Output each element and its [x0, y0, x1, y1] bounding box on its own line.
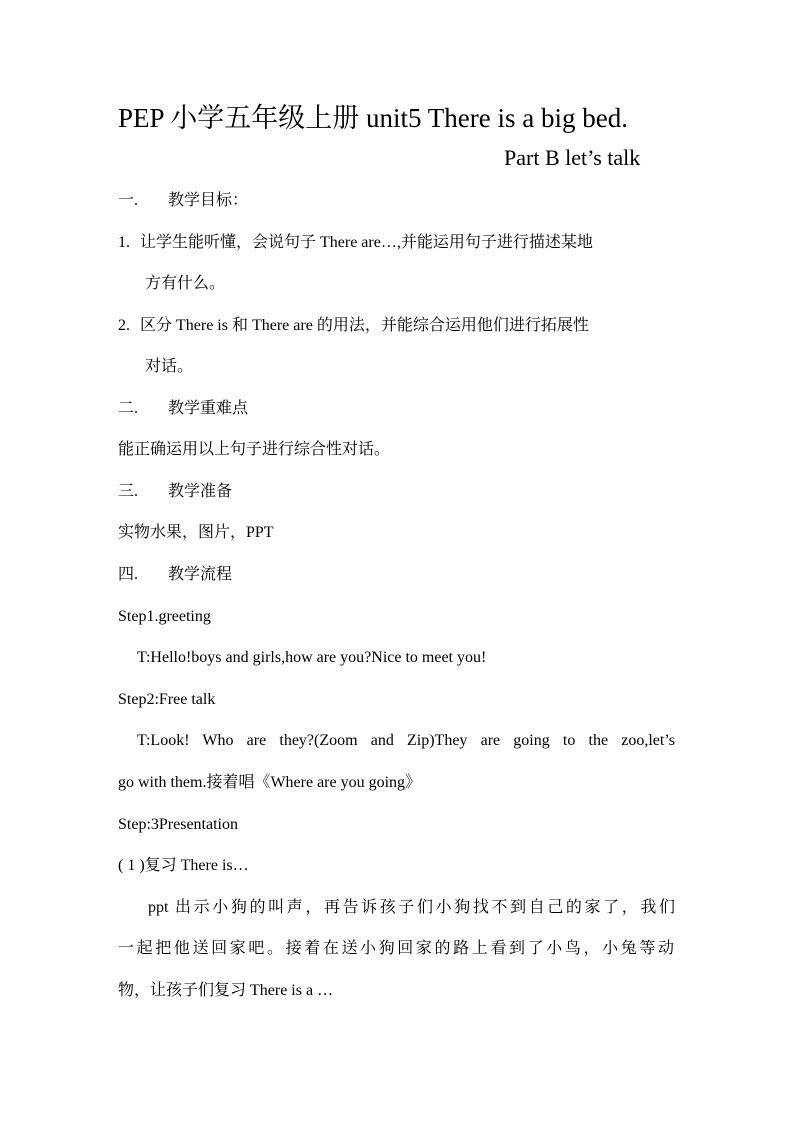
objective-item-2-line-1: 区分 There is 和 There are 的用法，并能综合运用他们进行拓展性	[140, 317, 589, 334]
step-3-subtitle: ( 1 )复习 There is…	[118, 857, 249, 874]
objective-item-1	[118, 230, 593, 256]
section-3-number: 三.	[118, 483, 139, 500]
section-4-number: 四.	[118, 566, 139, 583]
step-3-body-line-1: ppt 出示小狗的叫声，再告诉孩子们小狗找不到自己的家了，我们	[148, 899, 675, 916]
objective-item-1-line-1: 让学生能听懂，会说句子 There are…,并能运用句子进行描述某地	[140, 234, 593, 251]
objective-item-1-number: 1.	[118, 234, 130, 251]
objective-item-2-line-2: 对话。	[145, 358, 194, 375]
step-2-body-line-2: go with them.接着唱《Where are you going》	[118, 774, 422, 791]
section-1-heading-text: 教学目标：	[168, 192, 249, 209]
step-3-title: Step:3Presentation	[118, 816, 238, 833]
section-1-number: 一.	[118, 192, 139, 209]
document-title: PEP 小学五年级上册 unit5 There is a big bed.	[118, 103, 628, 133]
objective-item-2	[118, 313, 589, 339]
section-4-heading-text: 教学流程	[168, 566, 233, 583]
step-2-body-line-1: T:Look! Who are they?(Zoom and Zip)They are going to the zoo,let’s	[137, 732, 675, 749]
section-1-heading	[118, 188, 248, 214]
section-2-heading-text: 教学重难点	[168, 400, 249, 417]
step-2-title: Step2:Free talk	[118, 691, 216, 708]
step-3-body-line-2: 一起把他送回家吧。接着在送小狗回家的路上看到了小鸟，小兔等动	[118, 940, 674, 957]
section-2-number: 二.	[118, 400, 139, 417]
section-2-body: 能正确运用以上句子进行综合性对话。	[118, 441, 391, 458]
objective-item-2-number: 2.	[118, 317, 130, 334]
step-1-title: Step1.greeting	[118, 608, 211, 625]
objective-item-1-line-2: 方有什么。	[145, 275, 226, 292]
section-3-heading-text: 教学准备	[168, 483, 233, 500]
section-3-body: 实物水果，图片，PPT	[118, 524, 274, 541]
document-subtitle: Part B let’s talk	[504, 145, 641, 170]
step-1-body: T:Hello!boys and girls,how are you?Nice to meet you!	[137, 649, 487, 666]
section-2-heading	[118, 396, 248, 422]
section-3-heading	[118, 479, 232, 505]
step-3-body-line-3: 物，让孩子们复习 There is a …	[118, 982, 334, 999]
section-4-heading	[118, 562, 232, 588]
